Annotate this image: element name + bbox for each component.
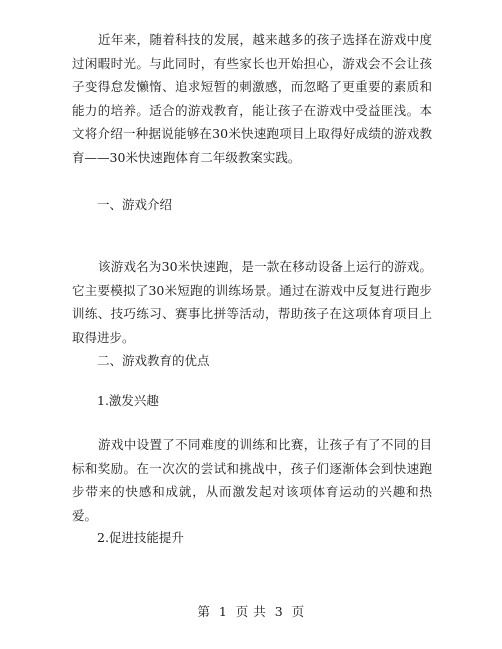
- intro-paragraph: 近年来，随着科技的发展，越来越多的孩子选择在游戏中度过闲暇时光。与此同时，有些家长也开始担心，游戏会不会让孩子变得怠发懒惰、追求短暂的刺激感，而忽略了更重要的素质和能力的培养。适合的游戏教育，能让孩子在游戏中受益匪浅。本文将介绍一种据说能够在30米快速跑项目上取得好成绩的游戏教育——30米快速跑体育二年级教案实践。: [72, 32, 432, 165]
- section-paragraph-game-intro: 该游戏名为30米快速跑，是一款在移动设备上运行的游戏。它主要模拟了30米短跑的训练场景。通过在游戏中反复进行跑步训练、技巧练习、赛事比拼等活动，帮助孩子在这项体育项目上取得进步。: [72, 259, 432, 345]
- subsection-heading-interest: 1.激发兴趣: [97, 393, 159, 408]
- current-page-number: 1: [218, 604, 228, 619]
- subsection-paragraph-interest: 游戏中设置了不同难度的训练和比赛，让孩子有了不同的目标和奖励。在一次次的尝试和挑战中，孩子们逐渐体会到快速跑步带来的快感和成就，从而激发起对该项体育运动的兴趣和热爱。: [72, 437, 432, 523]
- page-label-mid: 页 共: [235, 604, 267, 619]
- page-footer: [0, 604, 502, 620]
- subsection-heading-skills: 2.促进技能提升: [97, 530, 184, 545]
- section-heading-advantages: 二、游戏教育的优点: [97, 353, 210, 368]
- section-heading-game-intro: 一、游戏介绍: [97, 197, 173, 212]
- page-label-suffix: 页: [291, 604, 305, 619]
- total-pages-number: 3: [274, 604, 284, 619]
- page-label-prefix: 第: [197, 604, 211, 619]
